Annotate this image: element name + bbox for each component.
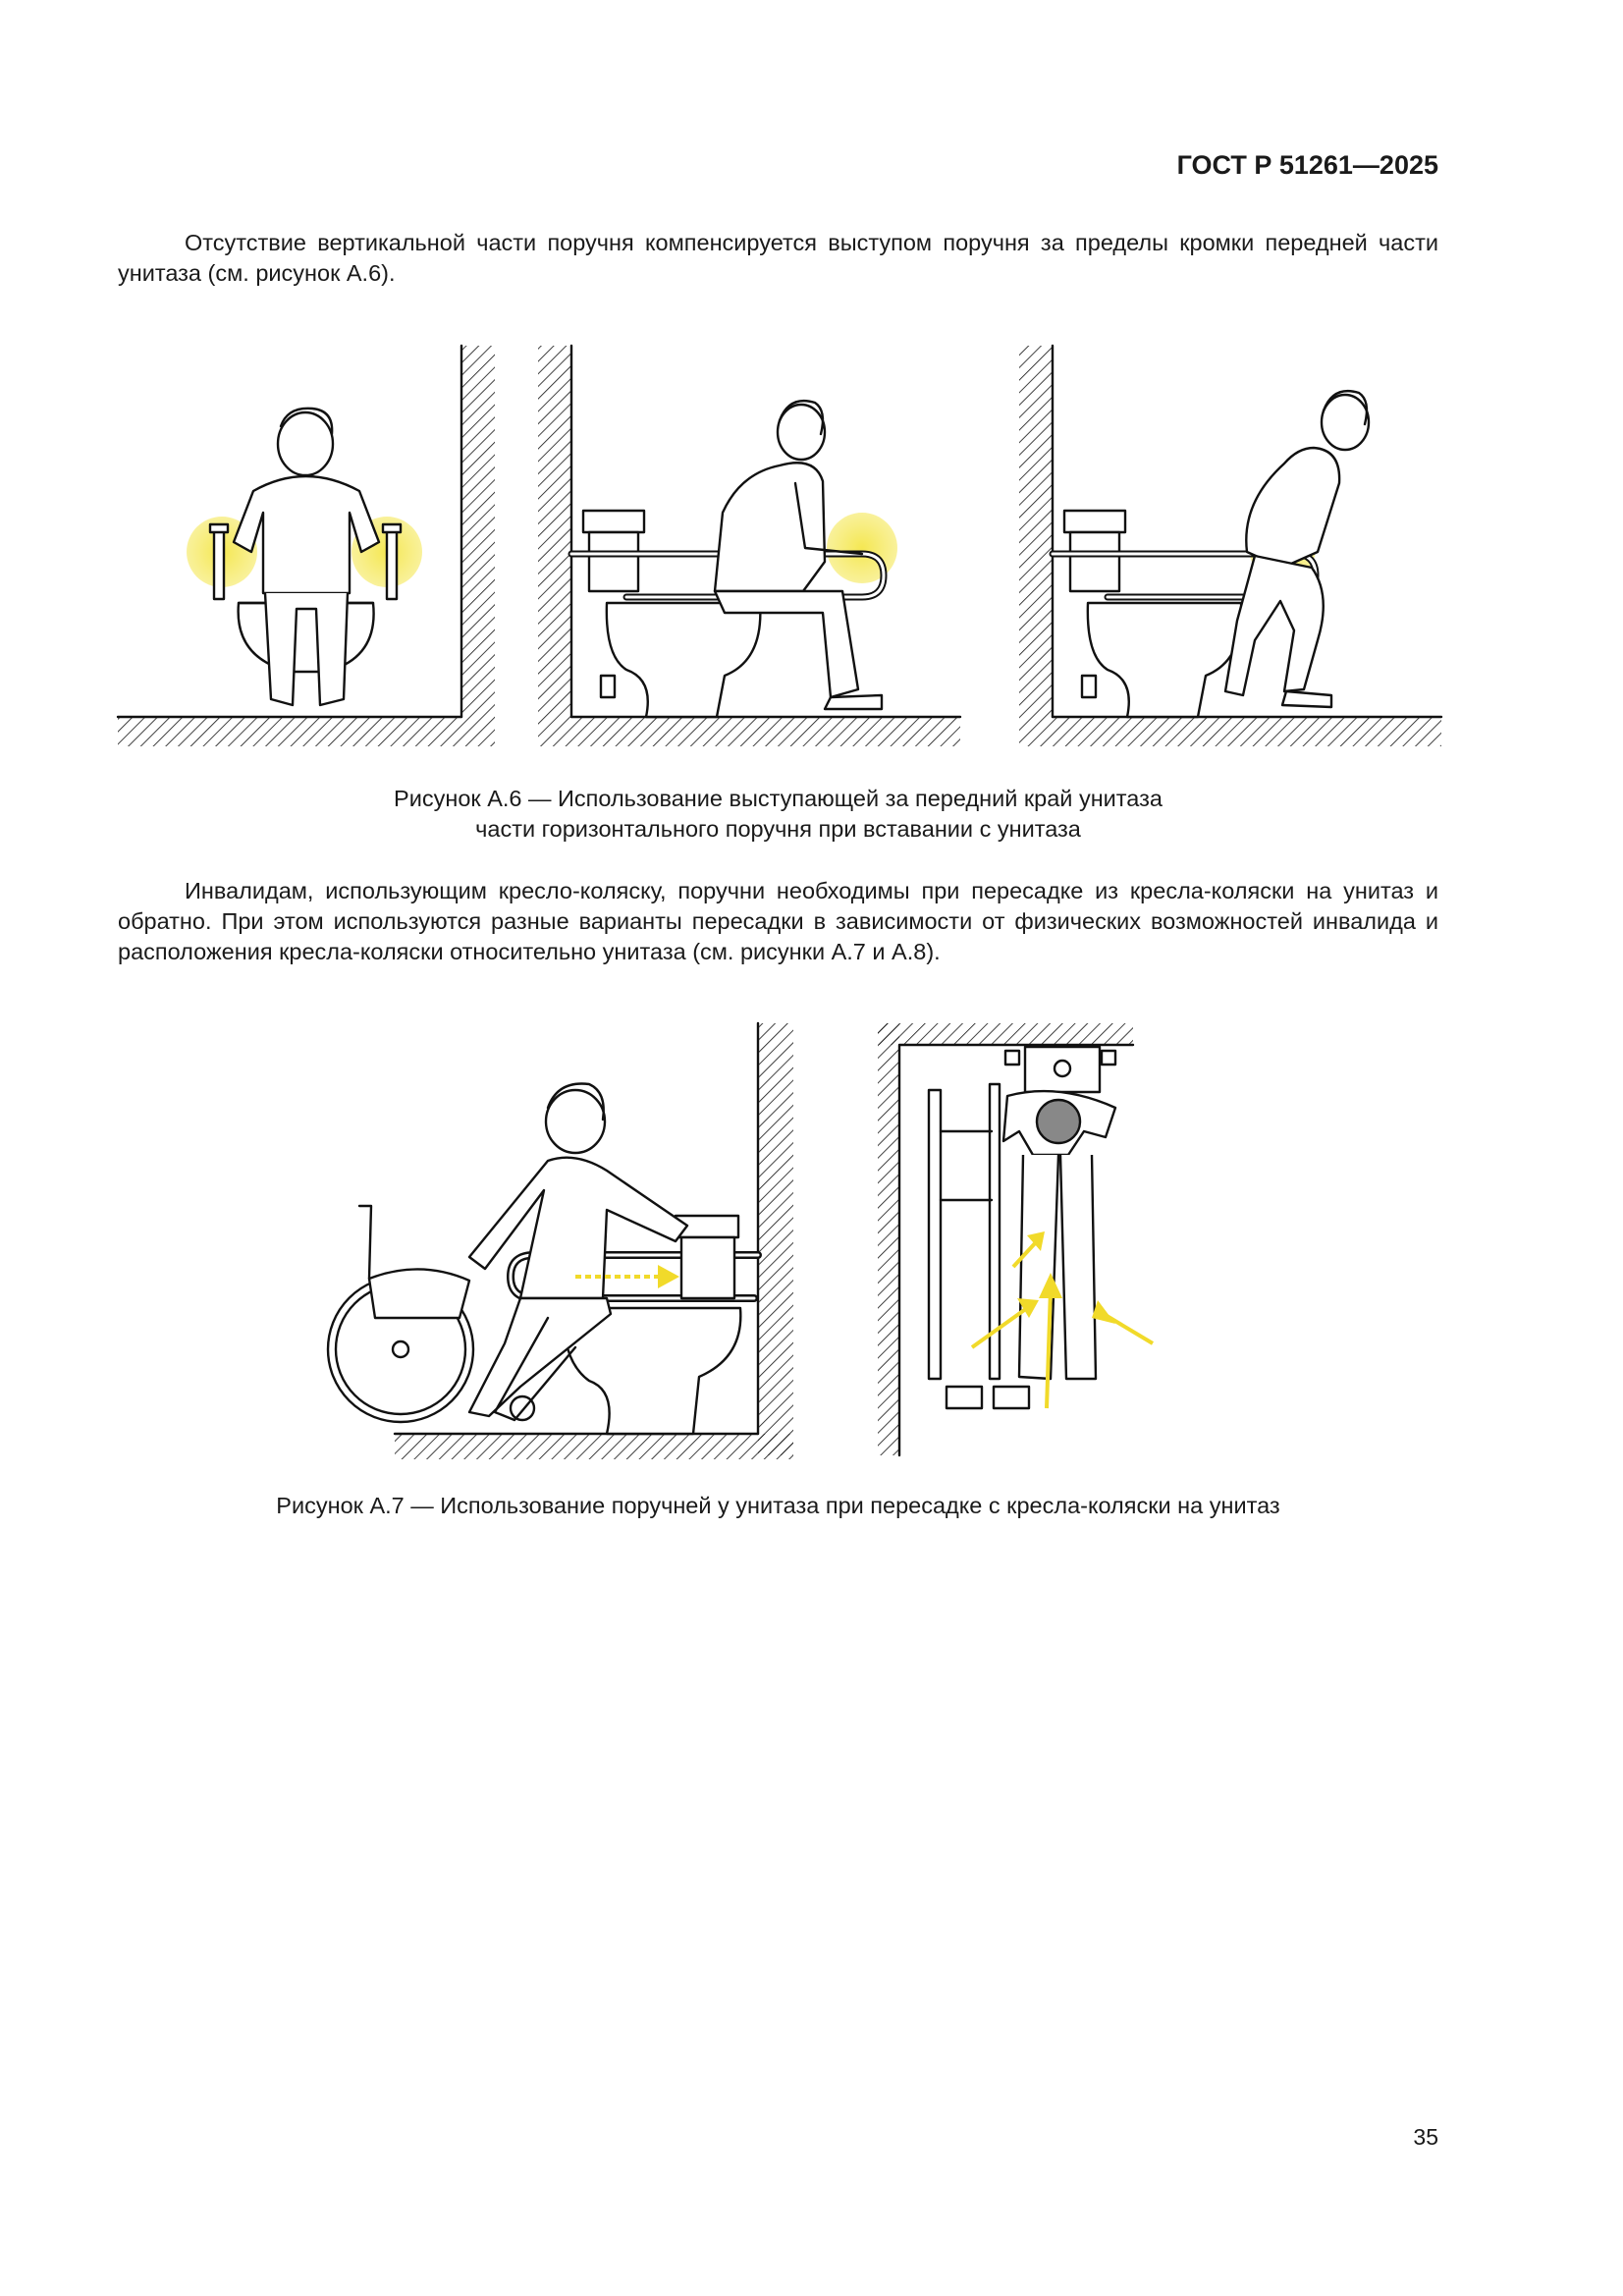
paragraph-2-text: Инвалидам, использующим кресло-коляску, поручни необходимы при пересадке из кресла-коляски на унитаз и обратно. При этом используются разные варианты пересадки в зависимости от физических возможностей инвалида и расположения кресла-коляски относительно унитаза (см. рисунки А.7 и А.8). bbox=[118, 878, 1438, 964]
a7-panel-plan-view bbox=[878, 1023, 1153, 1455]
figure-a6-caption-line-2: части горизонтального поручня при вставании с унитаза bbox=[475, 816, 1081, 842]
standard-header: ГОСТ Р 51261—2025 bbox=[1176, 150, 1438, 180]
figure-a6-caption-line-1: Рисунок А.6 — Использование выступающей за передний край унитаза bbox=[394, 786, 1163, 811]
paragraph-1-text: Отсутствие вертикальной части поручня компенсируется выступом поручня за пределы кромки передней части унитаза (см. рисунок А.6). bbox=[118, 230, 1438, 286]
page-number: 35 bbox=[1413, 2124, 1438, 2150]
paragraph-2 bbox=[118, 876, 1438, 967]
figure-a6-drawing bbox=[116, 346, 1441, 758]
a6-panel-front-view bbox=[118, 346, 495, 746]
a6-panel-rising-side bbox=[1019, 346, 1441, 746]
a6-panel-seated-side bbox=[538, 346, 960, 746]
a7-panel-transfer-side bbox=[328, 1023, 793, 1459]
figure-a7-drawing bbox=[312, 1023, 1245, 1475]
paragraph-1 bbox=[118, 228, 1438, 289]
figure-a7 bbox=[312, 1023, 1245, 1475]
figure-a7-caption: Рисунок А.7 — Использование поручней у унитаза при пересадке с кресла-коляски на унитаз bbox=[276, 1493, 1280, 1518]
figure-a6 bbox=[116, 346, 1441, 758]
